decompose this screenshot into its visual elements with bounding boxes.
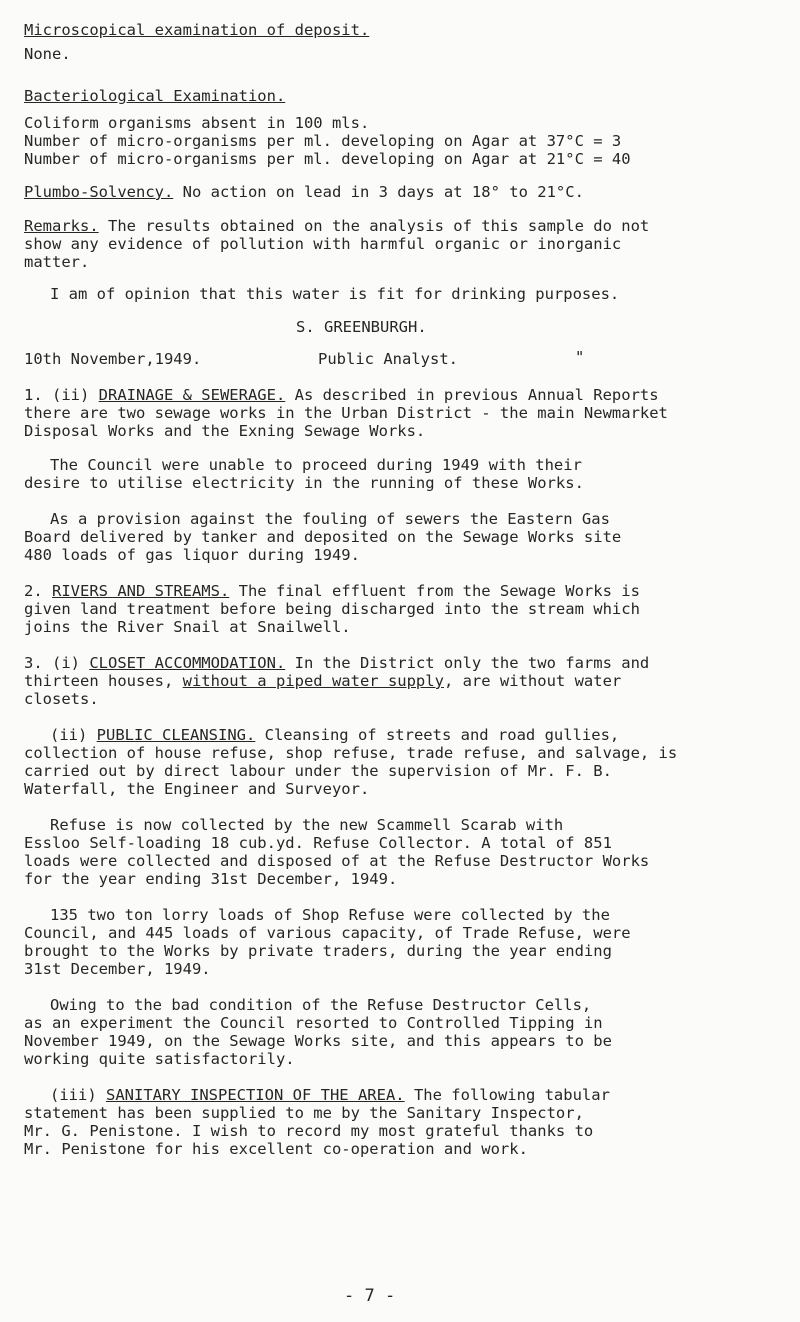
sanitary-text-1: The following tabular [404,1086,610,1104]
rivers-line-2: given land treatment before being discharged into the stream which [24,600,640,618]
drainage-line-1 [24,386,659,404]
signature-date: 10th November,1949. [24,350,202,368]
cleansing-prefix: (ii) [50,726,97,744]
remarks-text-1: The results obtained on the analysis of this sample do not [98,217,650,235]
cleansing-line-1 [50,726,619,744]
microscopical-heading: Microscopical examination of deposit. [24,21,370,39]
cleansing-p3-line-1: 135 two ton lorry loads of Shop Refuse were collected by the [50,906,610,924]
closet-line-2 [24,672,621,690]
drainage-p2-line-1: The Council were unable to proceed during 1949 with their [50,456,582,474]
sanitary-line-1 [50,1086,610,1104]
cleansing-p2-line-1: Refuse is now collected by the new Scammell Scarab with [50,816,564,834]
cleansing-p4-line-2: as an experiment the Council resorted to Controlled Tipping in [24,1014,603,1032]
closet-text-2-underlined: without a piped water supply [182,672,444,690]
cleansing-heading: PUBLIC CLEANSING. [96,726,256,744]
remarks-heading: Remarks. [24,217,99,235]
drainage-prefix: 1. (ii) [24,386,99,404]
closet-line-1 [24,654,649,672]
drainage-p3-line-3: 480 loads of gas liquor during 1949. [24,546,360,564]
cleansing-text-1: Cleansing of streets and road gullies, [255,726,620,744]
plumbo-solvency-text: No action on lead in 3 days at 18° to 21°C. [173,183,584,201]
analyst-name: S. GREENBURGH. [296,318,427,336]
drainage-p2-line-2: desire to utilise electricity in the running of these Works. [24,474,584,492]
closet-text-2a: thirteen houses, [24,672,183,690]
rivers-line-3: joins the River Snail at Snailwell. [24,618,351,636]
closet-prefix: 3. (i) [24,654,90,672]
page-number: - 7 - [344,1286,396,1306]
microscopical-result: None. [24,45,71,63]
bacteriological-line-1: Coliform organisms absent in 100 mls. [24,114,370,132]
cleansing-line-3: carried out by direct labour under the supervision of Mr. F. B. [24,762,612,780]
cleansing-p4-line-3: November 1949, on the Sewage Works site, and this appears to be [24,1032,612,1050]
drainage-line-3: Disposal Works and the Exning Sewage Works. [24,422,426,440]
closet-text-2b: , are without water [443,672,622,690]
drainage-p3-line-1: As a provision against the fouling of sewers the Eastern Gas [50,510,610,528]
drainage-p3-line-2: Board delivered by tanker and deposited on the Sewage Works site [24,528,622,546]
rivers-heading: RIVERS AND STREAMS. [52,582,230,600]
drainage-heading: DRAINAGE & SEWERAGE. [98,386,286,404]
analyst-title: Public Analyst. [318,350,458,368]
sanitary-line-2: statement has been supplied to me by the Sanitary Inspector, [24,1104,584,1122]
sanitary-heading: SANITARY INSPECTION OF THE AREA. [106,1086,405,1104]
cleansing-p2-line-3: loads were collected and disposed of at the Refuse Destructor Works [24,852,650,870]
bacteriological-line-3: Number of micro-organisms per ml. developing on Agar at 21°C = 40 [24,150,631,168]
plumbo-solvency-heading: Plumbo-Solvency. [24,183,174,201]
opinion-line: I am of opinion that this water is fit for drinking purposes. [50,285,620,303]
rivers-line-1 [24,582,640,600]
cleansing-p4-line-1: Owing to the bad condition of the Refuse Destructor Cells, [50,996,592,1014]
closet-line-3: closets. [24,690,99,708]
closing-quote: " [575,348,585,366]
cleansing-line-2: collection of house refuse, shop refuse, trade refuse, and salvage, is [24,744,678,762]
cleansing-p4-line-4: working quite satisfactorily. [24,1050,295,1068]
remarks-line-1 [24,217,649,235]
sanitary-prefix: (iii) [50,1086,106,1104]
cleansing-p3-line-2: Council, and 445 loads of various capacity, of Trade Refuse, were [24,924,631,942]
drainage-text-1: As described in previous Annual Reports [285,386,659,404]
rivers-text-1: The final effluent from the Sewage Works is [229,582,640,600]
bacteriological-line-2: Number of micro-organisms per ml. developing on Agar at 37°C = 3 [24,132,622,150]
remarks-line-2: show any evidence of pollution with harmful organic or inorganic [24,235,622,253]
bacteriological-heading: Bacteriological Examination. [24,87,286,105]
sanitary-line-4: Mr. Penistone for his excellent co-operation and work. [24,1140,528,1158]
cleansing-p3-line-4: 31st December, 1949. [24,960,211,978]
remarks-line-3: matter. [24,253,90,271]
cleansing-p2-line-2: Essloo Self-loading 18 cub.yd. Refuse Collector. A total of 851 [24,834,612,852]
cleansing-p3-line-3: brought to the Works by private traders, during the year ending [24,942,612,960]
closet-heading: CLOSET ACCOMMODATION. [89,654,286,672]
plumbo-solvency-paragraph [24,183,584,201]
sanitary-line-3: Mr. G. Penistone. I wish to record my most grateful thanks to [24,1122,594,1140]
drainage-line-2: there are two sewage works in the Urban District - the main Newmarket [24,404,668,422]
cleansing-line-4: Waterfall, the Engineer and Surveyor. [24,780,370,798]
cleansing-p2-line-4: for the year ending 31st December, 1949. [24,870,398,888]
rivers-prefix: 2. [24,582,52,600]
closet-text-1: In the District only the two farms and [285,654,650,672]
